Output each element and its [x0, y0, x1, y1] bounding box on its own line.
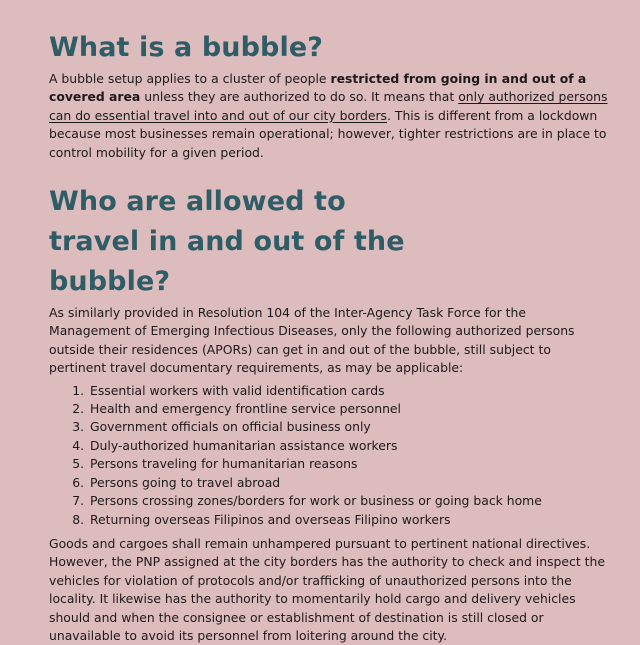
list-item: 7. Persons crossing zones/borders for work or business or going back home	[88, 492, 610, 510]
list-item: 5. Persons traveling for humanitarian reasons	[88, 455, 610, 473]
definition-text-e: . This is different from a lockdown because most businesses remain operational; however, tighter restrictions are in place to control mobility for a given period.	[49, 107, 607, 160]
list-item: 4. Duly-authorized humanitarian assistance workers	[88, 437, 610, 455]
list-item: 3. Government officials on official business only	[88, 418, 610, 436]
definition-text-c: unless they are authorized to do so. It means that	[140, 89, 459, 105]
definition-text-a: A bubble setup applies to a cluster of people	[49, 71, 331, 86]
apor-intro-paragraph: As similarly provided in Resolution 104 of the Inter-Agency Task Force for the Management of Emerging Infectious Diseases, only the following authorized persons outside their residences (APORs) can get in and out of the bubble, still subject to pertinent travel documentary requirements, as may be applicable:	[49, 305, 575, 376]
heading-what-is-bubble: What is a bubble?	[49, 32, 324, 63]
heading-who-can-travel: Who are allowed to travel in and out of the bubble?	[49, 186, 405, 298]
list-item: 2. Health and emergency frontline service personnel	[88, 400, 610, 418]
list-item: 1. Essential workers with valid identification cards	[88, 382, 610, 400]
bubble-definition-paragraph	[49, 70, 610, 162]
list-item: 6. Persons going to travel abroad	[88, 474, 610, 492]
definition-underlined-text: only authorized persons can do essential travel into and out of our city borders	[49, 89, 608, 123]
list-item: 8. Returning overseas Filipinos and overseas Filipino workers	[88, 511, 610, 529]
authorized-persons-list	[49, 382, 610, 529]
cargo-closing-paragraph: Goods and cargoes shall remain unhampered pursuant to pertinent national directives. However, the PNP assigned at the city borders has the authority to check and inspect the vehicles for violation of protocols and/or trafficking of unauthorized persons into the locality. It likewise has the authority to momentarily hold cargo and delivery vehicles should and when the consignee or establishment of destination is still closed or unavailable to avoid its personnel from loitering around the city.	[49, 535, 605, 643]
definition-bold-text: restricted from going in and out of a covered area	[49, 71, 587, 105]
